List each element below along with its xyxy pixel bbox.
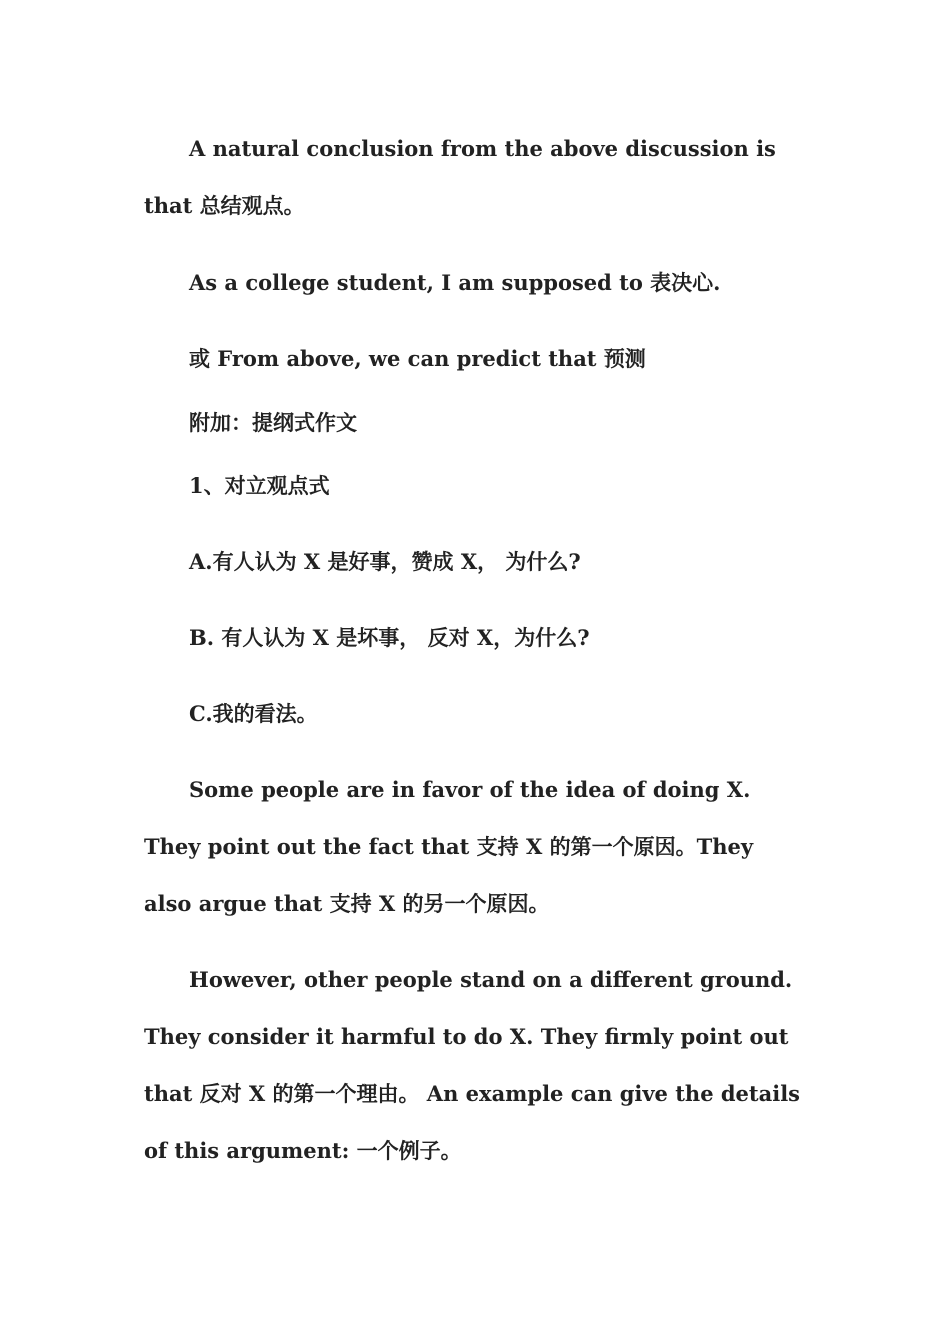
outline-item-c: C.我的看法。 — [189, 701, 318, 726]
outline-item-b: B. 有人认为 X 是坏事， 反对 X，为什么? — [189, 625, 590, 650]
paragraph-conclusion: A natural conclusion from the above discussion is that 总结观点。 — [144, 136, 776, 218]
outline-item-a: A.有人认为 X 是好事，赞成 X， 为什么? — [189, 549, 581, 574]
paragraph-prediction: 或 From above, we can predict that 预测 — [189, 346, 646, 371]
paragraph-in-favor: Some people are in favor of the idea of doing X. They point out the fact that 支持 X 的第一个原因。They also argue that 支持 X 的另一个原因。 — [144, 777, 754, 916]
paragraph-against: However, other people stand on a different ground. They consider it harmful to do X. They firmly point out that 反对 X 的第一个理由。 An example can give the details of this argument: 一个例子。 — [144, 967, 801, 1163]
paragraph-determination: As a college student, I am supposed to 表决心. — [189, 270, 721, 295]
heading-opposing-views: 1、对立观点式 — [189, 473, 330, 498]
heading-outline-essay: 附加：提纲式作文 — [189, 410, 357, 435]
